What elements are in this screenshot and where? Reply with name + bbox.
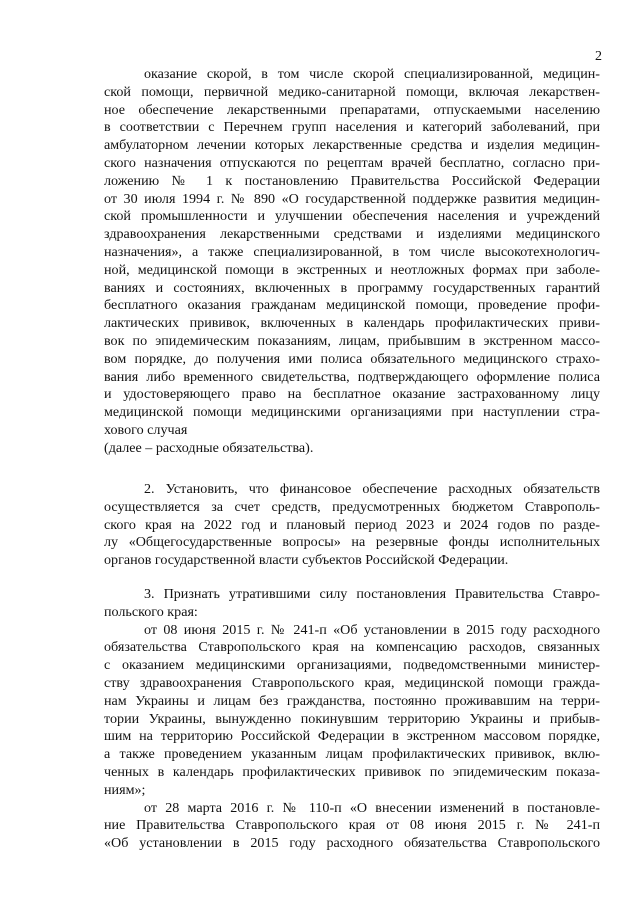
text-line: 3. Признать утратившими силу постановления Правительства Ставро- (144, 586, 600, 602)
text-line: медицинской помощи медицинскими организациями при наступлении стра- (104, 404, 600, 421)
text-line: ное обеспечение лекарственными препаратами, отпускаемыми населению (104, 101, 600, 118)
text-line: (далее – расходные обязательства). (104, 439, 314, 456)
text-line: от 08 июня 2015 г. № 241-п «Об установлении в 2015 году расходного (144, 621, 600, 638)
text-line: ской промышленности и улучшении обеспечения населения и учреждений (104, 208, 600, 225)
text-line: амбулаторном лечении которых лекарственные средства и изделия медицин- (104, 137, 600, 154)
text-line: ского края на 2022 год и плановый период 2023 и 2024 годов по разде- (104, 516, 600, 533)
text-line: лу «Общегосударственные вопросы» на резервные фонды исполнительных (104, 534, 600, 551)
text-line: польского края: (104, 603, 198, 620)
text-line: бесплатного оказания гражданам медицинской помощи, проведение профи- (104, 297, 600, 314)
text-line: оказание скорой, в том числе скорой специализированной, медицин- (144, 66, 600, 82)
text-line: ской помощи, первичной медико-санитарной помощи, включая лекарствен- (104, 83, 600, 100)
text-line: от 28 марта 2016 г. № 110-п «О внесении изменений в постановле- (144, 799, 600, 816)
text-line: тории Украины, вынужденно покинувшим территорию Украины и прибыв- (104, 710, 600, 727)
text-line: назначения», а также специализированной, в том числе высокотехнологич- (104, 243, 600, 260)
text-line: ложению № 1 к постановлению Правительства Российской Федерации (104, 172, 600, 189)
text-line: ниям»; (104, 781, 146, 798)
text-line: ченных в календарь профилактических прививок по эпидемическим показа- (104, 763, 600, 780)
text-line: лактических прививок, включенных в календарь профилактических приви- (104, 315, 600, 332)
text-line: нам Украины и лицам без гражданства, постоянно проживавшим на терри- (104, 692, 600, 709)
text-line: ваниях и состояниях, включенных в программу государственных гарантий (104, 279, 600, 296)
paragraph-2 (104, 481, 600, 570)
text-line: а также проведением указанным лицам профилактических прививок, вклю- (104, 746, 600, 763)
text-line: вок по эпидемическим показаниям, лицам, прибывшим в экстренном массо- (104, 332, 600, 349)
text-line: ной, медицинской помощи в экстренных и неотложных формах при заболе- (104, 261, 600, 278)
text-line: от 30 июля 1994 г. № 890 «О государственной поддержке развития медицин- (104, 190, 600, 207)
text-line: шим на территорию Российской Федерации в экстренном массовом порядке, (104, 728, 600, 745)
text-line: ского назначения отпускаются по рецептам врачей бесплатно, согласно при- (104, 154, 600, 171)
paragraph-1 (104, 66, 600, 458)
text-line: осуществляется за счет средств, предусмотренных бюджетом Ставрополь- (104, 498, 600, 515)
text-line: «Об установлении в 2015 году расходного обязательства Ставропольского (104, 835, 600, 852)
text-line: вания либо временного свидетельства, подтверждающего оформление полиса (104, 368, 600, 385)
text-line: и удостоверяющего право на бесплатное оказание застрахованному лицу (104, 386, 600, 403)
text-line: органов государственной власти субъектов Российской Федерации. (104, 552, 509, 569)
text-line: хового случая (104, 421, 188, 438)
text-line: с оказанием медицинскими организациями, подведомственными министер- (104, 657, 600, 674)
text-line: обязательства Ставропольского края на компенсацию расходов, связанных (104, 639, 600, 656)
text-line: ние Правительства Ставропольского края от 08 июня 2015 г. № 241-п (104, 817, 600, 834)
text-line: вом порядке, до получения ими полиса обязательного медицинского страхо- (104, 350, 600, 367)
page-number: 2 (595, 49, 602, 64)
text-line: в соответствии с Перечнем групп населения и категорий заболеваний, при (104, 119, 600, 136)
text-line: ству здравоохранения Ставропольского края, медицинской помощи гражда- (104, 674, 600, 691)
text-line: 2. Установить, что финансовое обеспечение расходных обязательств (144, 481, 600, 497)
paragraph-3 (104, 586, 600, 853)
text-line: здравоохранения лекарственными средствами и изделиями медицинского (104, 226, 600, 243)
